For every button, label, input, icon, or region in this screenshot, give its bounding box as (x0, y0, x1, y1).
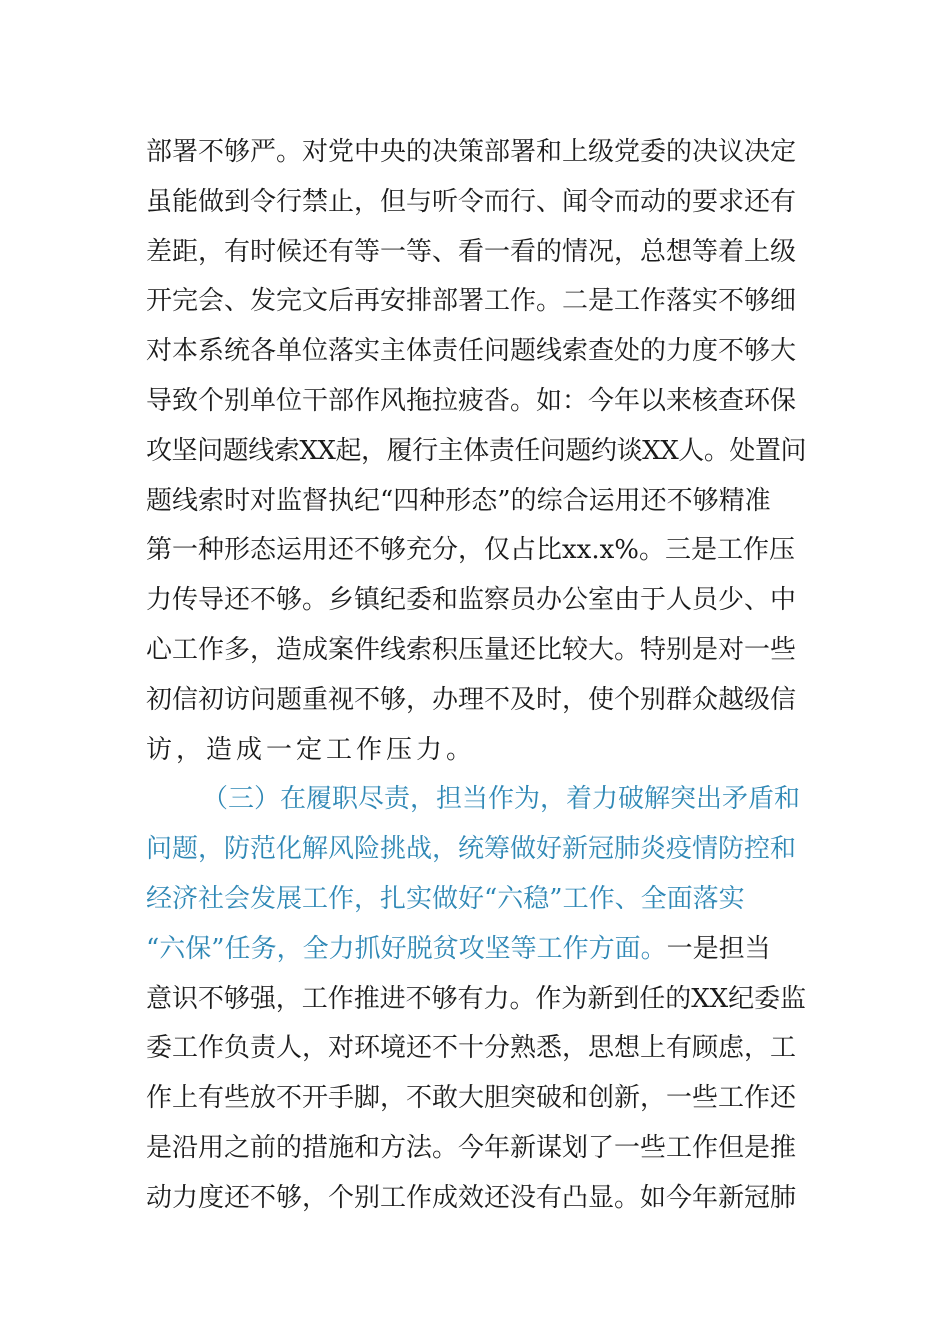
paragraph-text: 第一种形态运用还不够充分，仅占比xx.x%。三是工作压 (146, 535, 795, 566)
text-line (146, 228, 806, 278)
paragraph-text: 题线索时对监督执纪“四种形态”的综合运用还不够精准 (146, 485, 771, 516)
body-text (146, 128, 806, 1224)
text-line (146, 576, 806, 626)
text-line (146, 775, 806, 825)
paragraph-text: 初信初访问题重视不够，办理不及时，使个别群众越级信 (146, 684, 797, 715)
text-line (146, 377, 806, 427)
text-line (146, 1174, 806, 1224)
paragraph-text: 是沿用之前的措施和方法。今年新谋划了一些工作但是推 (146, 1132, 797, 1163)
text-line (146, 427, 806, 477)
text-line (146, 925, 806, 975)
text-line (146, 975, 806, 1025)
text-line (146, 1124, 806, 1174)
heading-text: （三）在履职尽责，担当作为，着力破解突出矛盾和 (202, 784, 801, 815)
paragraph-text: 虽能做到令行禁止，但与听令而行、闻令而动的要求还有 (146, 186, 797, 217)
paragraph-text: 动力度还不够，个别工作成效还没有凸显。如今年新冠肺 (146, 1182, 797, 1213)
paragraph-text: 部署不够严。对党中央的决策部署和上级党委的决议决定 (146, 137, 797, 167)
text-line (146, 178, 806, 228)
paragraph-text: 攻坚问题线索XX起，履行主体责任问题约谈XX人。处置问 (146, 435, 807, 466)
text-line (146, 327, 806, 377)
paragraph-text: 作上有些放不开手脚，不敢大胆突破和创新，一些工作还 (146, 1083, 797, 1114)
heading-text: 问题，防范化解风险挑战，统筹做好新冠肺炎疫情防控和 (146, 834, 797, 865)
paragraph-text: 心工作多，造成案件线索积压量还比较大。特别是对一些 (146, 634, 797, 665)
text-line (146, 1074, 806, 1124)
paragraph-text: 访，造成一定工作压力。 (146, 734, 477, 765)
text-line (146, 875, 806, 925)
paragraph-text: 差距，有时候还有等一等、看一看的情况，总想等着上级 (146, 236, 797, 267)
paragraph-text: 委工作负责人，对环境还不十分熟悉，思想上有顾虑，工 (146, 1033, 797, 1064)
paragraph-text: 意识不够强，工作推进不够有力。作为新到任的XX纪委监 (146, 983, 807, 1014)
text-line (146, 277, 806, 327)
text-line (146, 477, 806, 527)
paragraph-text: 对本系统各单位落实主体责任问题线索查处的力度不够大 (146, 336, 797, 367)
heading-text: 经济社会发展工作，扎实做好“六稳”工作、全面落实 (146, 883, 745, 914)
text-line (146, 676, 806, 726)
paragraph-text: 力传导还不够。乡镇纪委和监察员办公室由于人员少、中 (146, 585, 797, 616)
heading-text: “六保”任务，全力抓好脱贫攻坚等工作方面。 (146, 933, 667, 964)
text-line (146, 526, 806, 576)
paragraph-text: 一是担当 (666, 933, 771, 964)
text-line (146, 128, 806, 178)
paragraph-text: 开完会、发完文后再安排部署工作。二是工作落实不够细 (146, 286, 797, 317)
text-line (146, 626, 806, 676)
text-line (146, 825, 806, 875)
text-line (146, 1024, 806, 1074)
text-line (146, 726, 806, 776)
paragraph-text: 导致个别单位干部作风拖拉疲沓。如：今年以来核查环保 (146, 385, 797, 416)
